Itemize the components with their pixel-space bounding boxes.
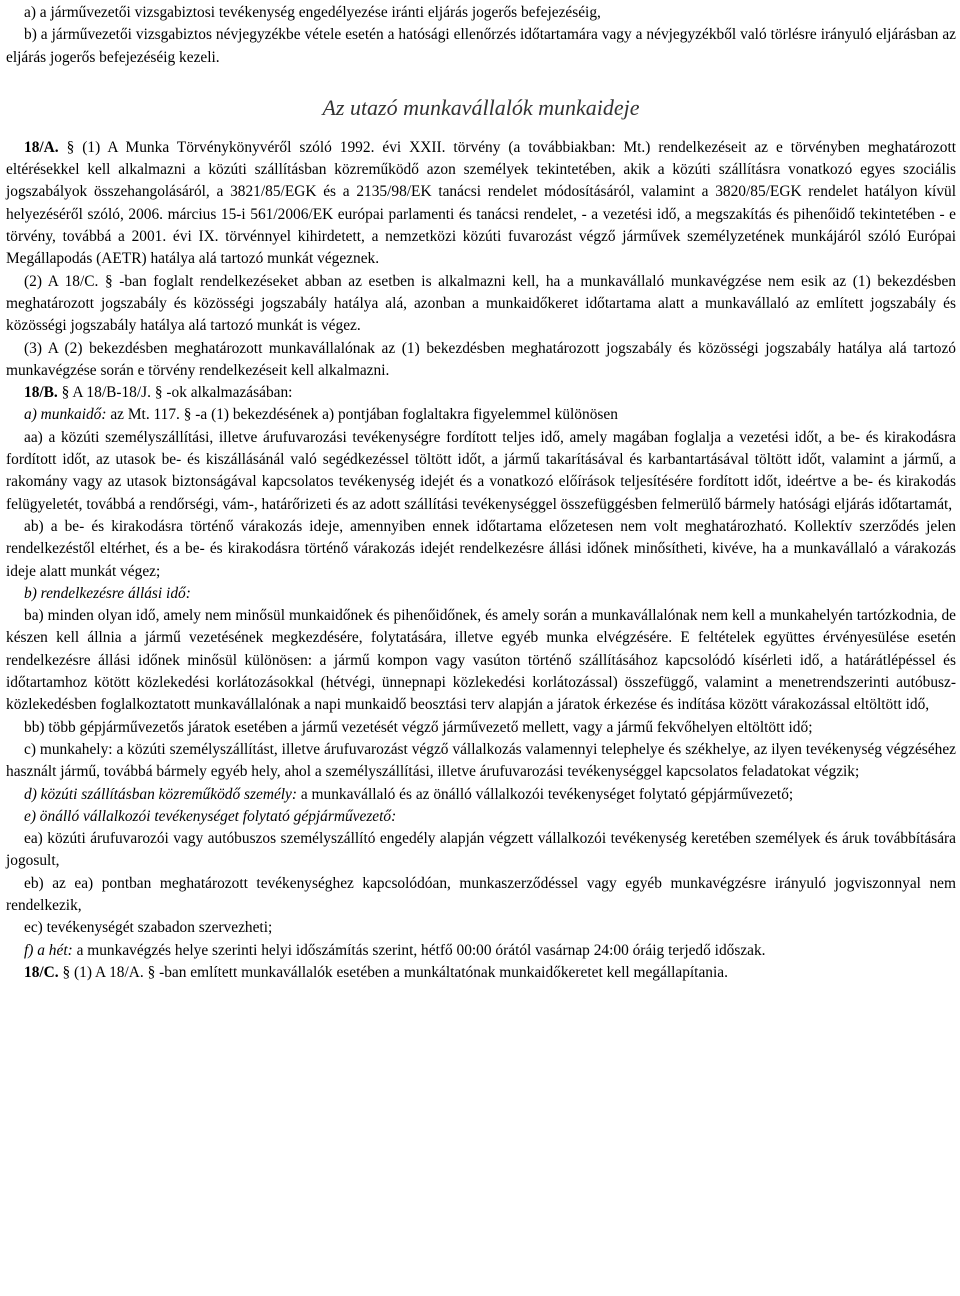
paragraph-18b-ba xyxy=(6,605,956,716)
paragraph-18b-d xyxy=(6,784,956,806)
paragraph-text: ab) a be- és kirakodásra történő várakozás ideje, amennyiben ennek időtartama előzetesen nem volt meghatározható. Kollektív szerződés jelen rendelkezéstől eltérhet, és a be- és kirakodásra történő várakozás idejét rendelkezésre állási időnek minősítheti, kivéve, ha a munkavállaló a várakozás ideje alatt munkát végez; xyxy=(6,517,956,580)
term-label: b) rendelkezésre állási idő: xyxy=(24,584,191,602)
paragraph-18b-f xyxy=(6,940,956,962)
term-label: e) önálló vállalkozói tevékenységet folytató gépjárművezető: xyxy=(24,807,397,825)
paragraph-18b-a xyxy=(6,404,956,426)
paragraph-text: ea) közúti árufuvarozói vagy autóbuszos személyszállító engedély alapján végzett vállalkozói tevékenység keretében személyek és áruk továbbítására jogosult, xyxy=(6,830,956,870)
paragraph-18b-b xyxy=(6,583,956,605)
paragraph-text: aa) a közúti személyszállítási, illetve árufuvarozási tevékenységre fordított teljes idő, amely magában foglalja a vezetési időt, a be- és kirakodásra fordított időt, az utasok be- és kiszállásánál való segédkezéssel töltött időt, a jármű takarításával és karbantartásával töltött időt, valamint a jármű, a rakomány vagy az utasok biztonságával kapcsolatos tevékenység idejét és a vonatkozó előírások teljesítésére fordított időt, ideértve a be- és kirakodás felügyeletét, továbbá a rendőrségi, vám-, határőrizeti és az adott szállítási tevékenységgel összefüggésben felmerülő bármely hatósági eljárás időtartamát, xyxy=(6,428,956,513)
paragraph-18b-eb xyxy=(6,873,956,918)
paragraph-text: ba) minden olyan idő, amely nem minősül munkaidőnek és pihenőidőnek, és amely során a munkavállalónak nem kell a munkahelyén tartózkodnia, de készen kell állnia a jármű vezetésének megkezdésére, folytatására, illetve egyéb munka elvégzésére. E feltételek együttes érvényesülése esetén rendelkezésre állási időnek minősül különösen: a jármű kompon vagy vasúton történő szállításához kapcsolódó kísérleti idő, a határátlépéssel és időtartamhoz kötött közlekedési korlátozásokkal (hétvégi, ünnepnapi közlekedési korlátozással) összefüggő, valamint a menetrendszerinti autóbusz-közlekedésben foglalkoztatott munkavállalónak a napi munkaidő beosztási terv alapján a járatok érkezése és indítása között várakozással eltöltött idő, xyxy=(6,607,956,714)
section-number: 18/B. xyxy=(24,384,58,402)
paragraph-18b-ec xyxy=(6,917,956,939)
paragraph-18c xyxy=(6,962,956,984)
paragraph-18b-c xyxy=(6,739,956,784)
paragraph-18b-aa xyxy=(6,427,956,516)
paragraph-text: (2) A 18/C. § -ban foglalt rendelkezéseket abban az esetben is alkalmazni kell, ha a munkavállaló munkavégzése nem esik az (1) bekezdésben meghatározott jogszabály és közösségi jogszabály hatálya alá, azonban a munkaidőkeret időtartama alatt a munkavállaló az említett jogszabály és közösségi jogszabály hatálya alá tartozó munkát is végez. xyxy=(6,272,956,335)
paragraph-18b-e xyxy=(6,806,956,828)
paragraph-18b xyxy=(6,382,956,404)
section-title-text: Az utazó munkavállalók munkaideje xyxy=(322,94,640,120)
paragraph-text: a) a járművezetői vizsgabiztosi tevékenység engedélyezése iránti eljárás jogerős befejezéséig, xyxy=(24,4,601,21)
paragraph-18b-bb xyxy=(6,717,956,739)
paragraph-text: § (1) A Munka Törvénykönyvéről szóló 1992. évi XXII. törvény (a továbbiakban: Mt.) rendelkezéseit az e törvényben meghatározott eltérésekkel kell alkalmazni a közúti szállításban közreműködő azon személyek tekintetében, akik a közúti szállításra vonatkozó egyes szociális jogszabályok összehangolásáról, a 3821/85/EGK és a 2135/98/EK tanácsi rendelet módosításáról, valamint a 3820/85/EGK rendelet hatályon kívül helyezéséről szóló, 2006. március 15-i 561/2006/EK európai parlamenti és tanácsi rendelet, - a vezetési idő, a megszakítás és pihenőidő tekintetében - e törvény, továbbá a 2001. évi IX. törvénnyel kihirdetett, a nemzetközi közúti fuvarozást végző járművek személyzetének munkájáról szóló Európai Megállapodás (AETR) hatálya alá tartozó munkát végeznek. xyxy=(6,138,956,268)
paragraph-text: a munkavállaló és az önálló vállalkozói tevékenységet folytató gépjárművezető; xyxy=(297,785,794,803)
paragraph-text: (3) A (2) bekezdésben meghatározott munkavállalónak az (1) bekezdésben meghatározott jogszabály és közösségi jogszabály hatálya alá tartozó munkavégzése során e törvény rendelkezéseit kell alkalmazni. xyxy=(6,339,956,379)
paragraph-text: ec) tevékenységét szabadon szervezheti; xyxy=(24,919,273,937)
paragraph-b xyxy=(6,24,956,69)
paragraph-18b-ea xyxy=(6,828,956,873)
section-number: 18/C. xyxy=(24,963,59,981)
paragraph-text: eb) az ea) pontban meghatározott tevékenységhez kapcsolódóan, munkaszerződéssel vagy egyéb munkavégzésre irányuló jogviszonnyal nem rendelkezik, xyxy=(6,874,956,914)
paragraph-text: b) a járművezetői vizsgabiztos névjegyzékbe vétele esetén a hatósági ellenőrzés időtartamára vagy a névjegyzékből való törlésre irányuló eljárásban az eljárás jogerős befejezéséig kezeli. xyxy=(6,26,956,66)
document-page xyxy=(6,2,956,984)
paragraph-18a-2 xyxy=(6,271,956,338)
paragraph-text: § A 18/B-18/J. § -ok alkalmazásában: xyxy=(57,384,293,402)
section-title xyxy=(6,79,956,137)
section-number: 18/A. xyxy=(24,138,59,156)
paragraph-text: a munkavégzés helye szerinti helyi időszámítás szerint, hétfő 00:00 órától vasárnap 24:00 óráig terjedő időszak. xyxy=(72,941,766,959)
paragraph-18b-ab xyxy=(6,516,956,583)
paragraph-a xyxy=(6,2,956,24)
paragraph-text: az Mt. 117. § -a (1) bekezdésének a) pontjában foglaltakra figyelemmel különösen xyxy=(106,406,618,424)
paragraph-text: bb) több gépjárművezetős járatok esetében a jármű vezetését végző járművezető mellett, vagy a jármű fekvőhelyen eltöltött idő; xyxy=(24,718,813,736)
term-label: a) munkaidő: xyxy=(24,406,107,424)
paragraph-18a-1 xyxy=(6,137,956,271)
term-label: d) közúti szállításban közreműködő személy: xyxy=(24,785,298,803)
term-label: f) a hét: xyxy=(24,941,73,959)
paragraph-18a-3 xyxy=(6,338,956,383)
paragraph-text: § (1) A 18/A. § -ban említett munkavállalók esetében a munkáltatónak munkaidőkeretet kell megállapítania. xyxy=(58,963,728,981)
paragraph-text: c) munkahely: a közúti személyszállítást, illetve árufuvarozást végző vállalkozás valamennyi telephelye és székhelye, az ilyen tevékenység végzéséhez használt jármű, továbbá bármely egyéb hely, ahol a személyszállítási, illetve árufuvarozási tevékenységgel kapcsolatos feladatokat végzik; xyxy=(6,740,956,781)
